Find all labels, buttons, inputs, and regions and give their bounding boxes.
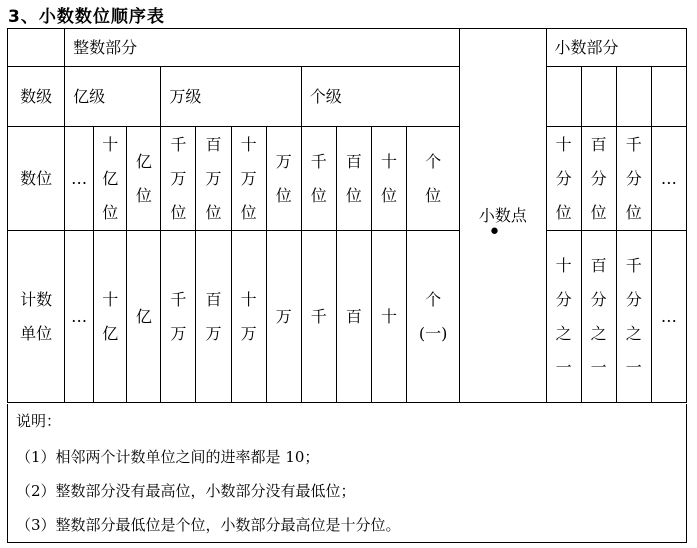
decimal-place-text: 十分位 (555, 134, 572, 222)
notes-heading: 说明： (16, 412, 62, 430)
place-text: 百万位 (205, 134, 222, 222)
unit-text: 百万 (205, 289, 222, 343)
place-text: … (71, 168, 88, 188)
unit-text: 百 (345, 306, 362, 326)
place-text: 个位 (425, 151, 442, 205)
place-cell (231, 127, 266, 231)
decimal-point-column (460, 29, 546, 403)
place-text: 十亿位 (102, 134, 119, 222)
decimal-place-cell (616, 127, 651, 231)
corner-cell (8, 29, 65, 67)
note-item: （3）整数部分最低位是个位，小数部分最高位是十分位。 (16, 516, 401, 534)
decimal-level-cell (546, 67, 581, 127)
place-cell (336, 127, 371, 231)
decimal-place-cell (651, 127, 686, 231)
decimal-unit-text: 百分之一 (590, 255, 607, 377)
unit-text: 十万 (240, 289, 257, 343)
note-item: （1）相邻两个计数单位之间的进率都是 10； (16, 448, 320, 466)
decimal-level-cell (651, 67, 686, 127)
decimal-point-header: 小数点 (478, 205, 527, 225)
note-item: （2）整数部分没有最高位，小数部分没有最低位； (16, 482, 356, 500)
notes-box (7, 404, 687, 543)
place-text: 千万位 (170, 134, 187, 222)
unit-cell (266, 231, 301, 403)
decimal-place-text: 百分位 (590, 134, 607, 222)
decimal-part-header: 小数部分 (546, 29, 686, 67)
level-yi: 亿级 (65, 67, 161, 127)
decimal-unit-cell (651, 231, 686, 403)
place-cell (266, 127, 301, 231)
unit-cell (127, 231, 161, 403)
unit-text: 千万 (170, 289, 187, 343)
unit-cell (161, 231, 196, 403)
level-wan: 万级 (161, 67, 301, 127)
unit-cell (65, 231, 94, 403)
place-text: 十位 (380, 151, 397, 205)
place-text: 千位 (310, 151, 327, 205)
integer-part-header: 整数部分 (65, 29, 460, 67)
unit-text: 万 (275, 306, 292, 326)
place-cell (127, 127, 161, 231)
decimal-point-dot: • (488, 220, 501, 245)
decimal-place-table (7, 28, 687, 403)
place-cell (371, 127, 406, 231)
unit-cell (196, 231, 231, 403)
unit-text: 个(一) (418, 289, 448, 343)
decimal-place-cell (546, 127, 581, 231)
decimal-unit-cell (616, 231, 651, 403)
unit-cell (336, 231, 371, 403)
decimal-unit-text: 千分之一 (625, 255, 642, 377)
unit-cell (231, 231, 266, 403)
unit-text: 十 (380, 306, 397, 326)
place-text: 亿位 (135, 151, 152, 205)
decimal-unit-cell (546, 231, 581, 403)
decimal-level-cell (581, 67, 616, 127)
unit-text: 亿 (135, 306, 152, 326)
decimal-place-text: 千分位 (625, 134, 642, 222)
unit-cell (301, 231, 336, 403)
decimal-place-text: … (660, 168, 677, 188)
place-cell (301, 127, 336, 231)
place-cell (161, 127, 196, 231)
decimal-unit-cell (581, 231, 616, 403)
row-label-place: 数位 (8, 127, 65, 231)
decimal-level-cell (616, 67, 651, 127)
place-text: 万位 (275, 151, 292, 205)
level-ge: 个级 (301, 67, 460, 127)
place-text: 十万位 (240, 134, 257, 222)
unit-text: 十亿 (102, 289, 119, 343)
place-cell (407, 127, 460, 231)
unit-text: … (71, 306, 88, 326)
decimal-unit-text: … (660, 306, 677, 326)
decimal-unit-text: 十分之一 (555, 255, 572, 377)
unit-cell (407, 231, 460, 403)
unit-label-text: 计数单位 (20, 289, 53, 343)
row-label-level: 数级 (8, 67, 65, 127)
place-cell (196, 127, 231, 231)
unit-text: 千 (310, 306, 327, 326)
unit-cell (94, 231, 127, 403)
place-cell (65, 127, 94, 231)
row-label-unit (8, 231, 65, 403)
place-text: 百位 (345, 151, 362, 205)
place-cell (94, 127, 127, 231)
page-title: 3、小数数位顺序表 (8, 7, 165, 27)
decimal-place-cell (581, 127, 616, 231)
unit-cell (371, 231, 406, 403)
